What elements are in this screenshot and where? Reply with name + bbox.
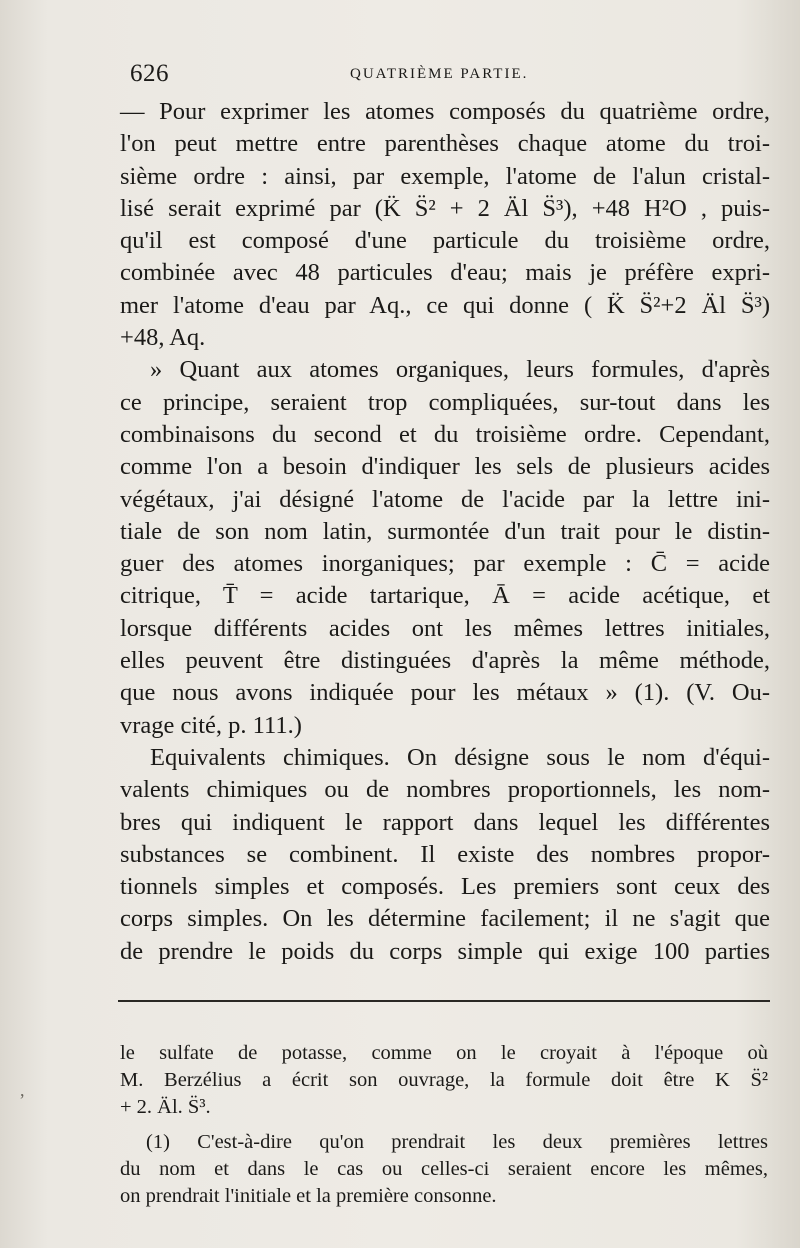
- text-line: — Pour exprimer les atomes composés du quatrième ordre,: [120, 98, 770, 125]
- main-text: [120, 96, 770, 968]
- footnotes: [120, 1040, 768, 1210]
- text-line: que nous avons indiquée pour les métaux » (1). (V. Ou-: [120, 679, 770, 707]
- text-line: mer l'atome d'eau par Aq., ce qui donne ( K̈ S̈²+2 Äl S̈³): [120, 291, 770, 319]
- footnote-line: du nom et dans le cas ou celles-ci seraient encore les mêmes,: [120, 1158, 768, 1180]
- text-line: substances se combinent. Il existe des nombres propor-: [120, 840, 770, 868]
- text-line: Equivalents chimiques. On désigne sous le nom d'équi-: [150, 743, 770, 771]
- text-line: citrique, T̄ = acide tartarique, Ā = acide acétique, et: [120, 582, 770, 610]
- text-line: bres qui indiquent le rapport dans lequel les différentes: [120, 808, 770, 836]
- text-line: ce principe, seraient trop compliquées, sur-tout dans les: [120, 388, 770, 416]
- text-line: de prendre le poids du corps simple qui exige 100 parties: [120, 937, 770, 965]
- text-line: tiale de son nom latin, surmontée d'un trait pour le distin-: [120, 517, 770, 545]
- text-line: valents chimiques ou de nombres proportionnels, les nom-: [120, 776, 770, 804]
- text-line: guer des atomes inorganiques; par exemple : C̄ = acide: [120, 550, 770, 578]
- footnote-separator: [118, 1000, 770, 1002]
- text-line: combinaisons du second et du troisième ordre. Cependant,: [120, 420, 770, 448]
- text-line: +48, Aq.: [120, 324, 206, 352]
- footnote-line: (1) C'est-à-dire qu'on prendrait les deux premières lettres: [146, 1131, 768, 1153]
- text-line: tionnels simples et composés. Les premiers sont ceux des: [120, 873, 770, 901]
- text-line: comme l'on a besoin d'indiquer les sels de plusieurs acides: [120, 453, 770, 481]
- text-line: lisé serait exprimé par (K̈ S̈² + 2 Äl S̈³), +48 H²O , puis-: [120, 194, 770, 222]
- page-number: 626: [130, 60, 169, 87]
- text-line: corps simples. On les détermine facilement; il ne s'agit que: [120, 905, 770, 933]
- footnote-line: + 2. Äl. S̈³.: [120, 1096, 211, 1118]
- text-line: elles peuvent être distinguées d'après la même méthode,: [120, 647, 770, 675]
- footnote-line: M. Berzélius a écrit son ouvrage, la formule doit être K S̈²: [120, 1069, 768, 1091]
- margin-mark: ,: [20, 1080, 25, 1100]
- text-line: » Quant aux atomes organiques, leurs formules, d'après: [150, 356, 770, 384]
- text-line: l'on peut mettre entre parenthèses chaque atome du troi-: [120, 130, 770, 158]
- text-line: combinée avec 48 particules d'eau; mais je préfère expri-: [120, 259, 770, 287]
- footnote-line: le sulfate de potasse, comme on le croyait à l'époque où: [120, 1042, 768, 1064]
- footnote-line: on prendrait l'initiale et la première consonne.: [120, 1185, 497, 1207]
- text-line: vrage cité, p. 111.): [120, 711, 302, 739]
- text-line: lorsque différents acides ont les mêmes lettres initiales,: [120, 614, 770, 642]
- page-header: [130, 60, 770, 90]
- running-head: QUATRIÈME PARTIE.: [350, 66, 529, 82]
- text-line: qu'il est composé d'une particule du troisième ordre,: [120, 227, 770, 255]
- text-line: végétaux, j'ai désigné l'atome de l'acide par la lettre ini-: [120, 485, 770, 513]
- text-line: sième ordre : ainsi, par exemple, l'atome de l'alun cristal-: [120, 162, 770, 190]
